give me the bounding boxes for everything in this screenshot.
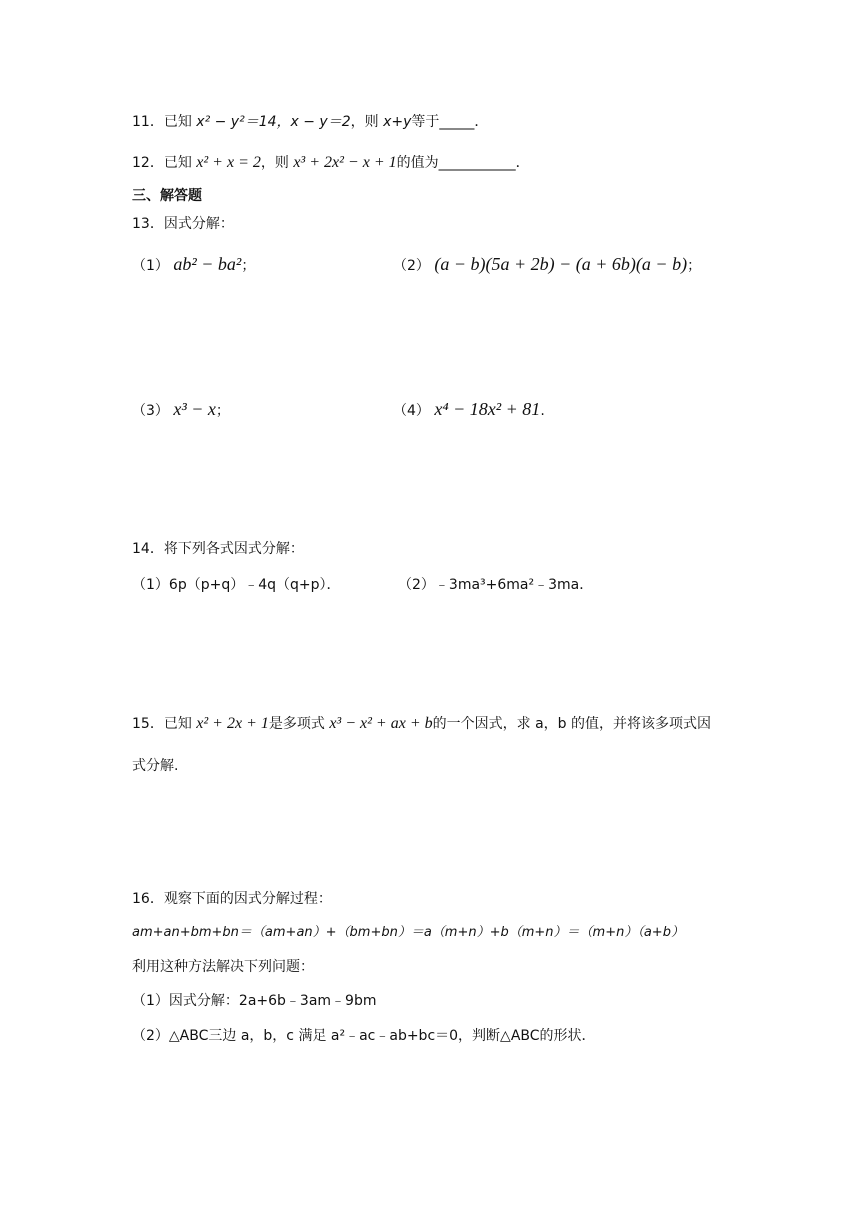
math-expression: x² − y²＝14，x − y＝2 <box>196 114 351 130</box>
part-label: （3） <box>132 403 169 419</box>
question-text: 已知 <box>163 716 192 732</box>
question-text: 的一个因式，求 a，b 的值，并将该多项式因 <box>432 716 711 732</box>
math-expression: x² + x = 2 <box>196 154 261 171</box>
question-16-part-1: （1）因式分解：2a+6b﹣3am﹣9bm <box>132 993 377 1009</box>
math-expression: x+y <box>383 114 412 130</box>
question-16-example: am+an+bm+bn＝（am+an）+（bm+bn）＝a（m+n）+b（m+n）＝（m+n）（a+b） <box>132 925 684 940</box>
question-text: ，则 <box>350 114 379 130</box>
question-13-part-3 <box>132 399 230 421</box>
question-13-part-2 <box>393 254 701 276</box>
question-16-intro: 利用这种方法解决下列问题： <box>132 959 314 975</box>
question-text: 的值为___________． <box>396 155 530 171</box>
question-14-part-2: （2）﹣3ma³+6ma²﹣3ma． <box>398 577 594 593</box>
question-text: 已知 <box>163 155 192 171</box>
question-number: 11． <box>132 114 164 130</box>
math-expression: x³ − x² + ax + b <box>329 715 433 732</box>
question-text: ，则 <box>260 155 289 171</box>
punctuation: . <box>540 403 545 419</box>
math-expression: ab² − ba² <box>173 254 242 274</box>
part-label: （2） <box>393 258 430 274</box>
question-15 <box>132 714 711 734</box>
question-text: 是多项式 <box>268 716 325 732</box>
part-label: （1） <box>132 258 169 274</box>
question-11 <box>132 112 488 132</box>
math-expression: (a − b)(5a + 2b) − (a + 6b)(a − b) <box>434 254 688 274</box>
part-label: （4） <box>393 403 430 419</box>
punctuation: ； <box>687 258 702 274</box>
punctuation: ； <box>215 403 230 419</box>
question-12 <box>132 153 530 173</box>
question-13-part-1 <box>132 254 255 276</box>
section-title: 三、解答题 <box>132 188 202 204</box>
math-expression: x⁴ − 18x² + 81 <box>434 399 541 419</box>
question-13-part-4 <box>393 399 545 421</box>
question-16-part-2: （2）△ABC三边 a，b，c 满足 a²﹣ac﹣ab+bc＝0，判断△ABC的形状． <box>132 1028 596 1044</box>
punctuation: ； <box>241 258 256 274</box>
question-16-title: 16．观察下面的因式分解过程： <box>132 891 332 907</box>
question-number: 12． <box>132 155 164 171</box>
question-14-part-1: （1）6p（p+q）﹣4q（q+p）． <box>132 577 341 593</box>
question-15-continued: 式分解. <box>132 758 179 774</box>
question-14-title: 14．将下列各式因式分解： <box>132 541 304 557</box>
math-expression: x³ − x <box>173 399 216 419</box>
question-13-title: 13．因式分解： <box>132 216 234 232</box>
math-expression: x² + 2x + 1 <box>196 715 269 732</box>
question-text: 已知 <box>163 114 192 130</box>
question-number: 15． <box>132 716 164 732</box>
math-expression: x³ + 2x² − x + 1 <box>293 154 397 171</box>
question-text: 等于_____． <box>411 114 489 130</box>
